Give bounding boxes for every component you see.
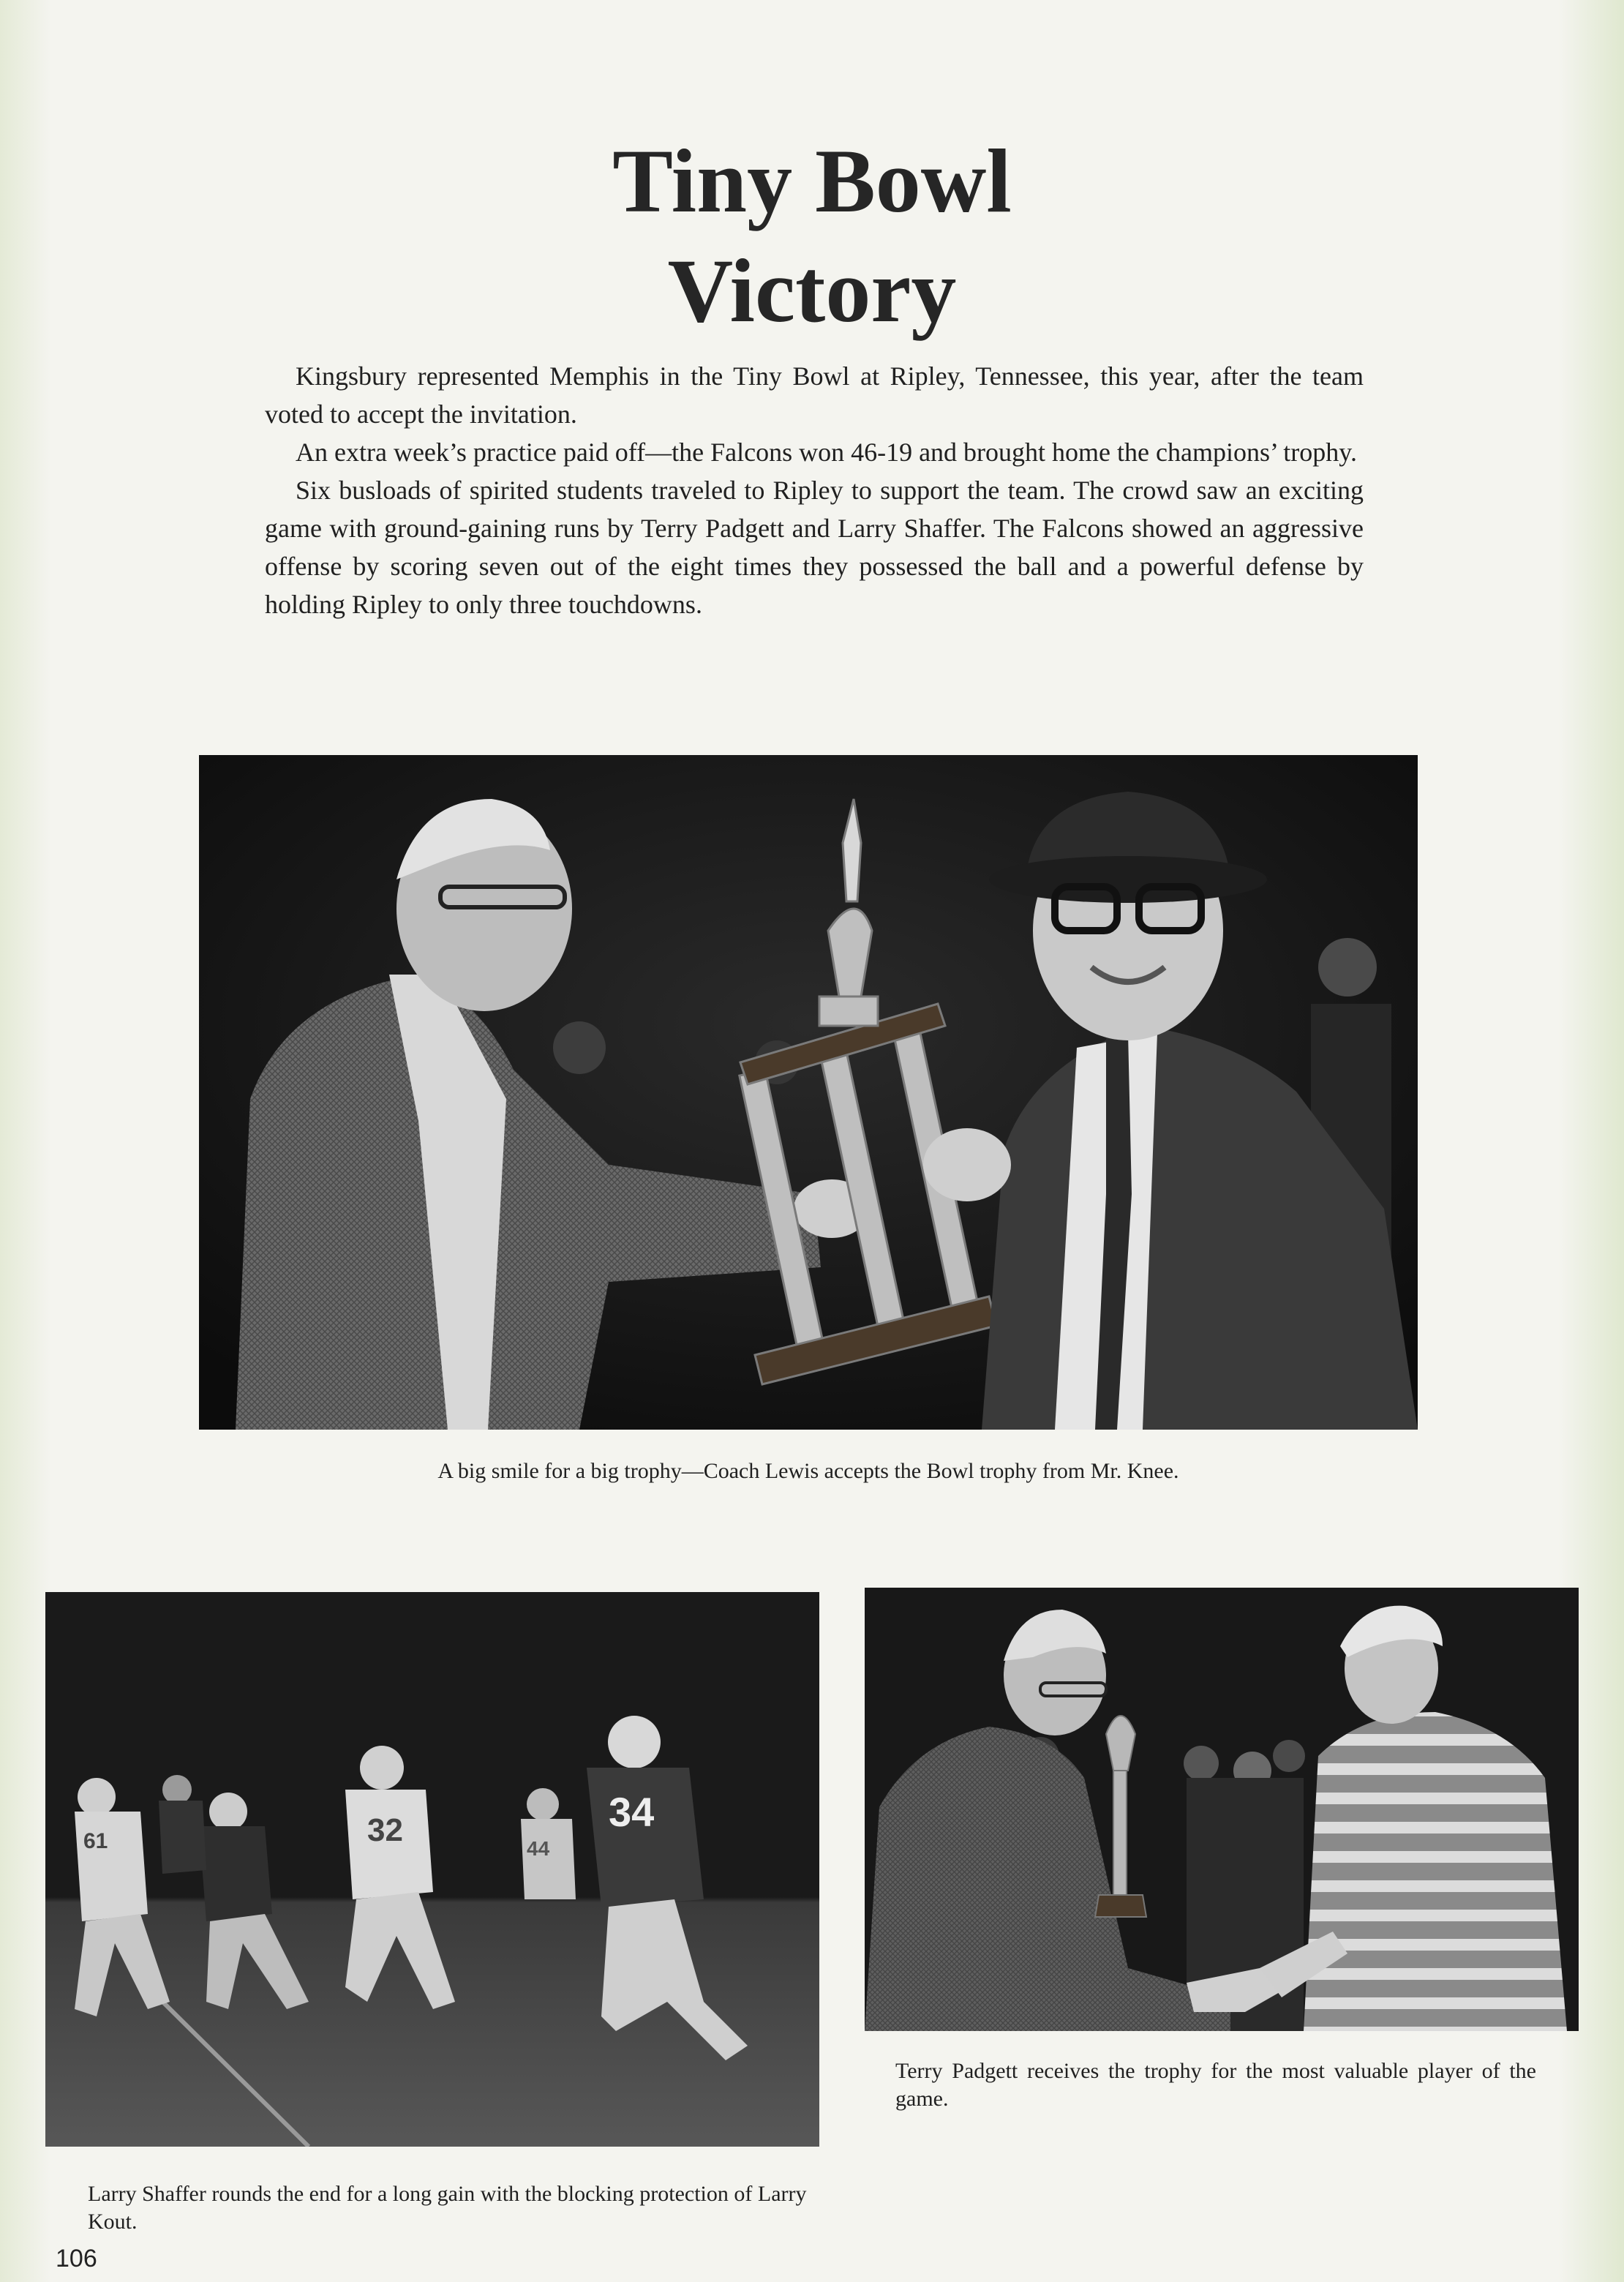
jersey-number: 61 (83, 1829, 108, 1853)
jersey-number: 34 (609, 1789, 655, 1835)
article-paragraph: Kingsbury represented Memphis in the Tiny Bowl at Ripley, Tennessee, this year, after the team voted to accept the invitation. (265, 361, 1364, 429)
main-photo-caption: A big smile for a big trophy—Coach Lewis accepts the Bowl trophy from Mr. Knee. (437, 1459, 1179, 1483)
trophy-presentation-illustration (199, 755, 1418, 1430)
page-title (0, 127, 1624, 346)
football-action-photo (45, 1592, 819, 2147)
mvp-handshake-photo (865, 1588, 1579, 2031)
jersey-number: 44 (527, 1837, 550, 1860)
article-paragraph: An extra week’s practice paid off—the Falcons won 46-19 and brought home the champions’ trophy. (296, 438, 1357, 467)
left-photo-caption: Larry Shaffer rounds the end for a long gain with the blocking protection of Larry Kout. (88, 2182, 807, 2234)
football-action-illustration (45, 1592, 819, 2147)
article-body (265, 357, 1364, 623)
trophy-presentation-photo (199, 755, 1418, 1430)
article-paragraph: Six busloads of spirited students traveled to Ripley to support the team. The crowd saw an exciting game with ground-gaining runs by Terry Padgett and Larry Shaffer. The Falcons showed an aggressive offense by scoring seven out of the eight times they possessed the ball and a powerful defense by holding Ripley to only three touchdowns. (265, 476, 1364, 619)
page-number: 106 (56, 2245, 97, 2272)
page-title-line: Victory (667, 241, 957, 342)
page-title-line: Tiny Bowl (612, 131, 1012, 232)
right-photo-caption: Terry Padgett receives the trophy for the most valuable player of the game. (895, 2059, 1536, 2111)
mvp-handshake-illustration (865, 1588, 1579, 2031)
jersey-number: 32 (367, 1812, 403, 1848)
